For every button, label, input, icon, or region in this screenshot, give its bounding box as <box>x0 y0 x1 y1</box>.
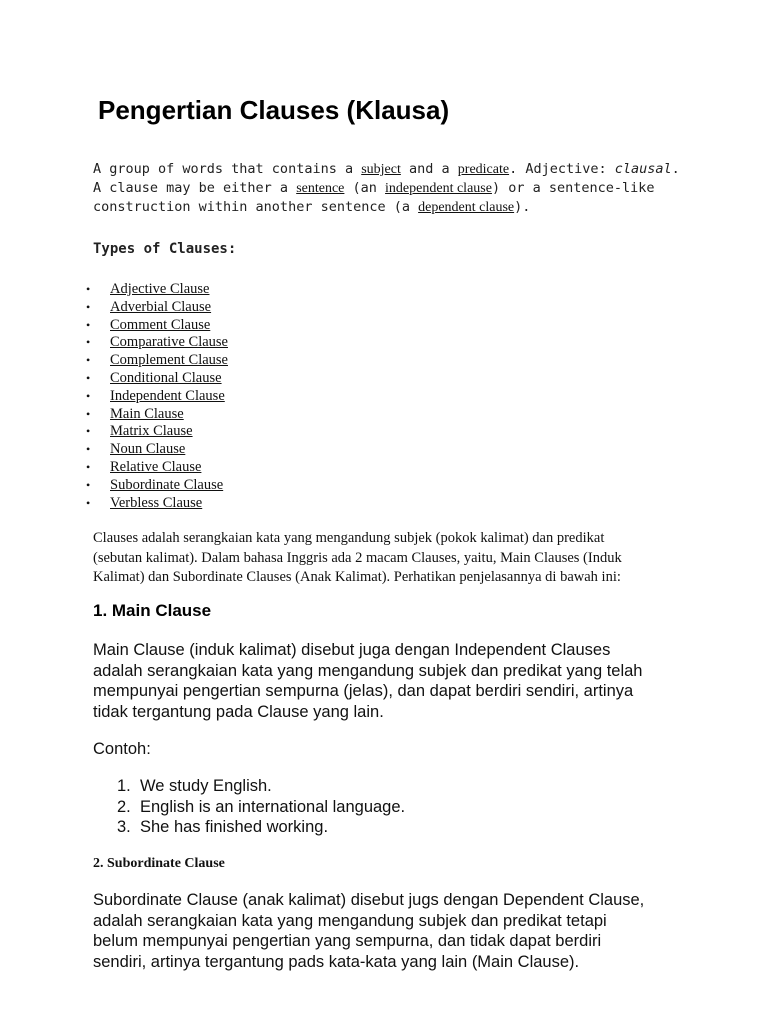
example-text: English is an international language. <box>140 797 406 816</box>
bullet-icon: • <box>86 477 91 492</box>
intro-paragraph <box>93 529 693 588</box>
clause-type-link[interactable]: Noun Clause <box>110 441 186 458</box>
clause-type-item <box>86 370 228 388</box>
definition-text: (an <box>344 180 386 196</box>
bullet-icon: • <box>86 424 91 439</box>
clause-type-link[interactable]: Comment Clause <box>110 316 211 333</box>
clause-type-item <box>86 299 228 317</box>
example-number: 2. <box>117 797 131 816</box>
sentence-link[interactable]: sentence <box>296 181 345 196</box>
examples-list <box>117 776 405 838</box>
clausal-term: clausal <box>614 161 672 177</box>
example-text: She has finished working. <box>140 818 329 836</box>
clause-type-item <box>86 317 228 335</box>
main-clause-line: mempunyai pengertian sempurna (jelas), dan dapat berdiri sendiri, artinya <box>93 682 634 700</box>
bullet-icon: • <box>86 370 91 385</box>
bullet-icon: • <box>86 406 91 421</box>
clause-type-link[interactable]: Main Clause <box>110 405 184 422</box>
intro-line: Clauses adalah serangkaian kata yang mengandung subjek (pokok kalimat) dan predikat <box>93 530 605 546</box>
page-title: Pengertian Clauses (Klausa) <box>98 95 450 125</box>
clause-type-link[interactable]: Comparative Clause <box>110 334 228 351</box>
bullet-icon: • <box>86 335 91 350</box>
bullet-icon: • <box>86 442 91 457</box>
bullet-icon: • <box>86 299 91 314</box>
clause-type-link[interactable]: Independent Clause <box>110 387 225 404</box>
clause-type-item <box>86 334 228 352</box>
clause-type-link[interactable]: Relative Clause <box>110 458 202 475</box>
clause-type-link[interactable]: Subordinate Clause <box>110 476 224 493</box>
clause-type-item <box>86 441 228 459</box>
definition-text: construction within another sentence (a <box>93 199 419 215</box>
subordinate-clause-line: belum mempunyai pengertian yang sempurna, dan tidak dapat berdiri <box>93 932 602 950</box>
clause-type-link[interactable]: Verbless Clause <box>110 494 203 511</box>
subordinate-clause-line: adalah serangkaian kata yang mengandung subjek dan predikat tetapi <box>93 911 607 930</box>
intro-line: (sebutan kalimat). Dalam bahasa Inggris ada 2 macam Clauses, yaitu, Main Clauses (Induk <box>93 549 622 566</box>
predicate-link[interactable]: predicate <box>457 162 510 177</box>
clause-types-list <box>86 281 228 512</box>
main-clause-heading: 1. Main Clause <box>93 601 212 620</box>
clause-type-item <box>86 477 228 495</box>
example-item <box>117 776 405 797</box>
definition-line <box>93 198 733 217</box>
definition-line <box>93 179 733 198</box>
definition-line <box>93 160 733 179</box>
definition-text: and a <box>400 161 458 177</box>
bullet-icon: • <box>86 282 91 296</box>
clause-type-link[interactable]: Adverbial Clause <box>110 298 212 315</box>
subordinate-clause-heading: 2. Subordinate Clause <box>93 856 225 871</box>
dependent-clause-link[interactable]: dependent clause <box>418 200 515 215</box>
clause-type-link[interactable]: Adjective Clause <box>110 281 210 297</box>
subordinate-clause-paragraph <box>93 890 733 972</box>
clause-type-item <box>86 388 228 406</box>
example-text: We study English. <box>140 777 272 795</box>
main-clause-line: adalah serangkaian kata yang mengandung subjek dan predikat yang telah <box>93 661 643 680</box>
bullet-icon: • <box>86 388 91 403</box>
definition-text: . Adjective: <box>509 161 615 177</box>
definition-text: ) or a sentence-like <box>491 180 655 196</box>
intro-line: Kalimat) dan Subordinate Clauses (Anak Kalimat). Perhatikan penjelasannya di bawah ini: <box>93 569 621 585</box>
clause-type-item <box>86 423 228 441</box>
bullet-icon: • <box>86 495 91 510</box>
definition-block <box>93 160 733 217</box>
bullet-icon: • <box>86 317 91 332</box>
example-item <box>117 797 405 818</box>
clause-type-item <box>86 352 228 370</box>
subordinate-clause-line: sendiri, artinya tergantung pads kata-kata yang lain (Main Clause). <box>93 952 580 971</box>
types-heading: Types of Clauses: <box>93 241 237 257</box>
definition-text: A group of words that contains a <box>93 161 362 177</box>
clause-type-item <box>86 459 228 477</box>
example-number: 1. <box>117 777 131 795</box>
clause-type-link[interactable]: Matrix Clause <box>110 423 193 440</box>
contoh-label: Contoh: <box>93 740 151 758</box>
definition-text: ). <box>514 199 531 215</box>
example-item <box>117 817 405 838</box>
main-clause-line: tidak tergantung pada Clause yang lain. <box>93 702 384 721</box>
subordinate-clause-line: Subordinate Clause (anak kalimat) disebut jugs dengan Dependent Clause, <box>93 891 645 909</box>
bullet-icon: • <box>86 353 91 368</box>
clause-type-link[interactable]: Complement Clause <box>110 352 228 369</box>
independent-clause-link[interactable]: independent clause <box>385 181 492 196</box>
example-number: 3. <box>117 818 131 836</box>
clause-type-item <box>86 495 228 513</box>
clause-type-link[interactable]: Conditional Clause <box>110 369 222 386</box>
main-clause-line: Main Clause (induk kalimat) disebut juga dengan Independent Clauses <box>93 641 611 659</box>
subject-link[interactable]: subject <box>361 162 401 177</box>
clause-type-item <box>86 406 228 424</box>
main-clause-paragraph <box>93 640 733 722</box>
clause-type-item <box>86 281 228 299</box>
definition-text: . <box>671 161 680 177</box>
bullet-icon: • <box>86 459 91 474</box>
definition-text: A clause may be either a <box>93 180 297 196</box>
